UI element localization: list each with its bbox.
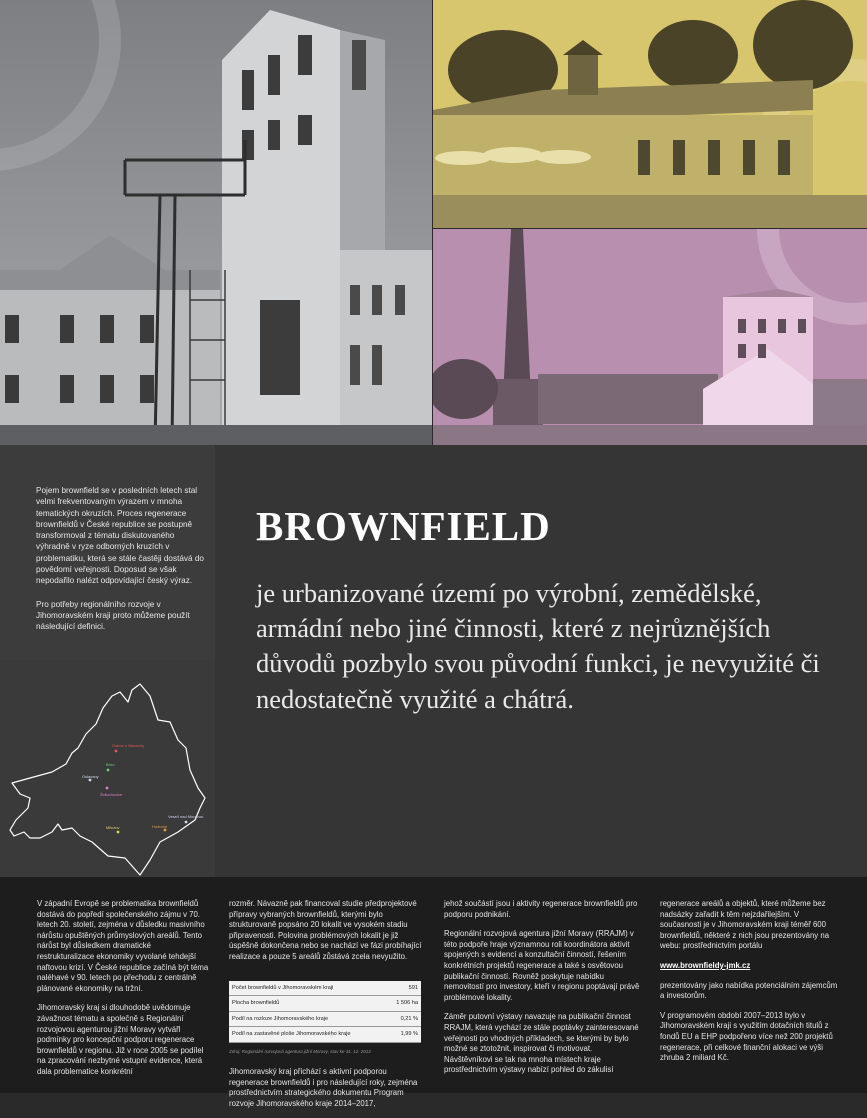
column-4-paragraph-1: [660, 899, 842, 952]
brownfield-definition: je urbanizované území po výrobní, zemědělské, armádní nebo jiné činnosti, které z nejrůznějších důvodů pozbylo svou původní funkci, je nevyužité či nedostatečně využité a chátrá.: [256, 578, 820, 714]
table-cell-label: Podíl na rozloze Jihomoravského kraje: [229, 1011, 386, 1027]
table-cell-value: 591: [386, 981, 421, 996]
column-2-paragraph-1: rozměr. Návazně pak financoval studie předprojektové přípravy vybraných brownfieldů, kterými bylo strukturovaně popsáno 20 lokalit ve vysokém stadiu připravenosti. Polovina problémových lokalit je již úspěšně dokončena nebo se nachází ve fázi probíhající realizace a pouze 5 areálů zůstává zcela nevyužito.: [229, 899, 422, 961]
column-3-paragraph-3: Záměr putovní výstavy navazuje na publikační činnost RRAJM, která vychází ze stále poptávky zainteresované veřejnosti po vhodných příkladech, se kterými by bylo možné se ztotožnit, inspirovat či motivovat. Návštěvníkovi se tak na mnoha místech kraje prostřednictvím výstavy nabízí pohled do zákulisí: [444, 1012, 639, 1075]
south-moravia-map: [0, 660, 215, 877]
column-4-paragraph-3: V programovém období 2007–2013 bylo v Jihomoravském kraji s využitím dotačních titulů z fondů EU a EHP podpořeno více než 200 projektů regenerace, při celkové finanční alokaci ve výši zhruba 2 miliard Kč.: [660, 1010, 833, 1063]
table-cell-label: Počet brownfieldů v Jihomoravském kraji: [229, 981, 386, 996]
column-1: [37, 899, 209, 1087]
column-1-paragraph-2: Jihomoravský kraj si dlouhodobě uvědomuje závažnost tématu a společně s Regionální rozvojovou agenturou jižní Moravy vytvářl podmínky pro koncepční podporu regenerace brownfieldů v regionu. Již v roce 2005 se podílel na zpracování nezbytné vstupní evidence, která dala problematice konkrétní: [37, 1003, 204, 1076]
intro-box: [0, 445, 215, 660]
definition-section: [0, 445, 867, 877]
photo-brewery-building: [433, 0, 867, 228]
table-cell-value: 0,21 %: [386, 1011, 421, 1027]
map-label-brno: Brno: [106, 762, 115, 767]
photo-chimney-building: [433, 229, 867, 445]
region-map: [0, 660, 215, 877]
map-label-zidlochovice: Židlochovice: [100, 792, 123, 797]
photo-mine-tower: [0, 0, 432, 445]
table-source-note: Zdroj: Regionální rozvojová agentura jižní Moravy, stav ke 31. 12. 2013: [229, 1048, 371, 1054]
map-label-veseli: Veselí nad Moravou: [168, 814, 204, 819]
table-cell-label: Plocha brownfieldů: [229, 996, 386, 1012]
column-4-paragraph-2: prezentovány jako nabídka potenciálním zájemcům a investorům.: [660, 980, 838, 1001]
text-columns: [0, 877, 867, 1108]
column-3: [444, 899, 642, 1085]
column-4: [660, 899, 842, 1073]
table-row: [229, 1027, 421, 1043]
column-1-paragraph-1: V západní Evropě se problematika brownfieldů dostává do popředí společenského zájmu v 70. letech 20. století, zejména v důsledku masivního nárůstu opuštěných průmyslových areálů. Tento nárůst byl důsledkem dramatické restrukturalizace ekonomiky vyvolané tehdejší naftovou krizí. V České republice začíná být téma naléhavé v 90. letech po přechodu z centrálně plánované ekonomiky na tržní.: [37, 899, 209, 993]
map-label-hodonin: Hodonín: [152, 824, 168, 829]
map-label-oslavany: Oslavany: [82, 774, 99, 779]
column-2: [229, 899, 422, 1118]
intro-paragraph-1: Pojem brownfield se v posledních letech stal velmi frekventovaným výrazem v mnoha tematických okruzích. Proces regenerace brownfieldů v České republice se postupně transformoval z tématu diskutovaného výhradně v ryze odborných kruzích v problematiku, která se stále častěji dostává do povědomí veřejnosti. Doposud se však nepodařilo nalézt odpovídající český výraz.: [36, 486, 204, 586]
column-4-text: regenerace areálů a objektů, které můžeme bez nadsázky zařadit k těm nejzdařilejším. V současnosti je v Jihomoravském kraji téměř 600 brownfieldů, některé z nich jsou prezentovány na webu:: [660, 899, 830, 951]
portal-link[interactable]: www.brownfieldy-jmk.cz: [660, 960, 751, 970]
map-label-mikulov: Mikulov: [106, 825, 120, 830]
table-row: [229, 981, 421, 996]
intro-paragraph-2: Pro potřeby regionálního rozvoje v Jihomoravském kraji proto můžeme použít následující definici.: [36, 599, 190, 632]
column-2-paragraph-2: Jihomoravský kraj přichází s aktivní podporou regenerace brownfieldů i pro následující roky, zejména prostřednictvím strategického dokumentu Program rozvoje Jihomoravského kraje 2014–2017,: [229, 1066, 418, 1108]
statistics-table: [229, 981, 421, 1043]
table-row: [229, 996, 421, 1012]
column-3-paragraph-2: Regionální rozvojová agentura jižní Moravy (RRAJM) v této podpoře hraje významnou roli koordinátora aktivit spojených s evidencí a konzultační činností, řešením konkrétních projektů regenerace a také s osvětovou publikační činností. Rovněž poskytuje nabídku nemovitostí pro investory, kteří v regionu poptávají právě problémové lokality.: [444, 929, 640, 1002]
table-cell-value: 1 506 ha: [386, 996, 421, 1012]
column-4-text-portal: prostřednictvím portálu: [682, 941, 763, 951]
main-title: BROWNFIELD: [256, 503, 551, 549]
table-cell-value: 1,99 %: [386, 1027, 421, 1043]
table-cell-label: Podíl na zastavěné ploše Jihomoravského kraje: [229, 1027, 386, 1043]
photo-collage: [0, 0, 867, 445]
table-row: [229, 1011, 421, 1027]
column-3-paragraph-1: jehož součástí jsou i aktivity regenerace brownfieldů pro podporu podnikání.: [444, 899, 638, 919]
portal-link-line: [660, 961, 842, 972]
map-label-ostrov: Ostrov u Macochy: [112, 743, 145, 748]
